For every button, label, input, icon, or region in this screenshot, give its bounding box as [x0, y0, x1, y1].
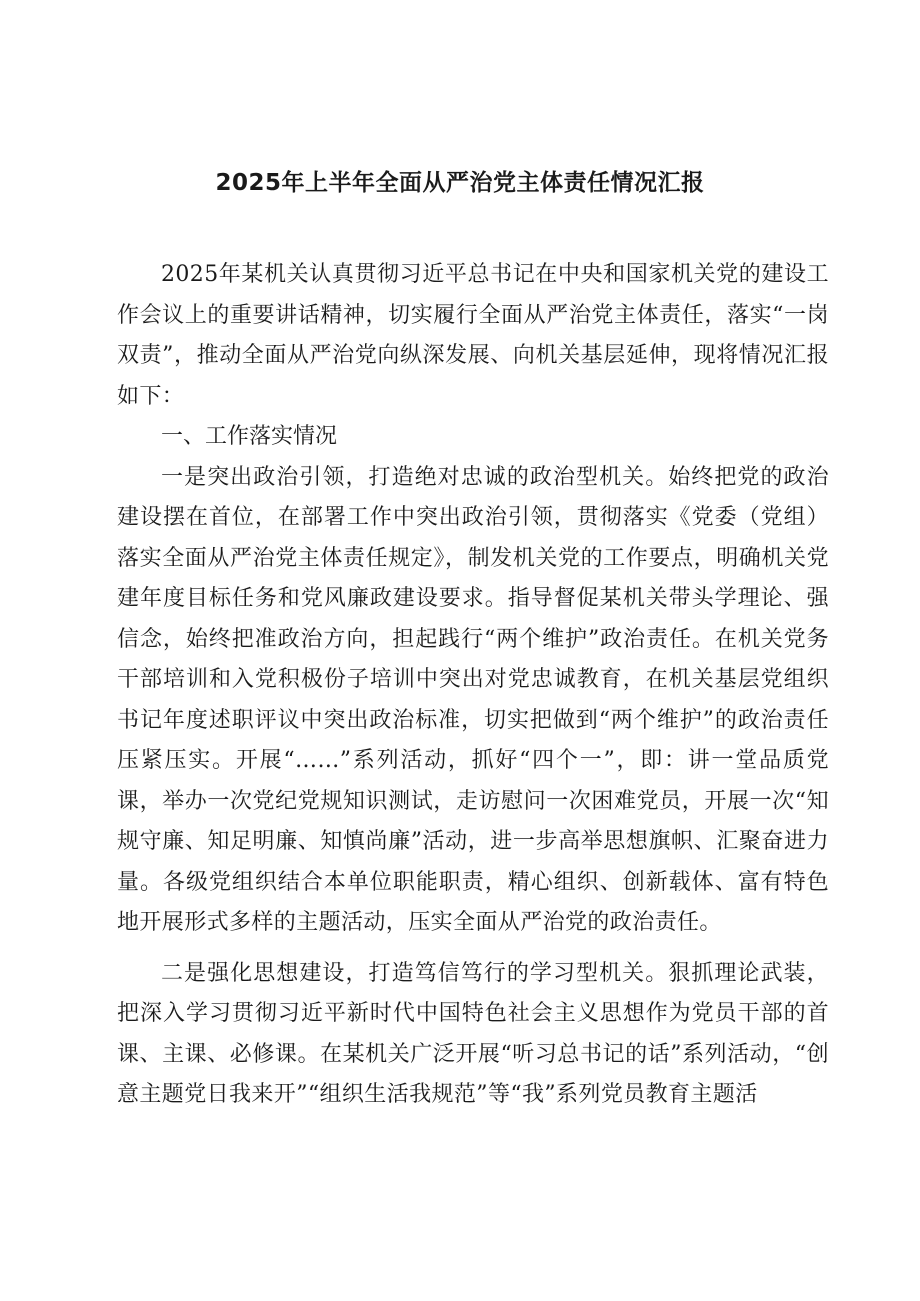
document-title: 2025年上半年全面从严治党主体责任情况汇报 — [215, 170, 705, 196]
section-heading: 一、工作落实情况 — [161, 424, 338, 449]
document-body — [117, 255, 829, 1116]
body-paragraph-1: 一是突出政治引领，打造绝对忠诚的政治型机关。始终把党的政治建设摆在首位，在部署工作中突出政治引领，贯彻落实《党委（党组）落实全面从严治党主体责任规定》，制发机关党的工作要点，明确机关党建年度目标任务和党风廉政建设要求。指导督促某机关带头学理论、强信念，始终把准政治方向，担起践行“两个维护”政治责任。在机关党务干部培训和入党积极份子培训中突出对党忠诚教育，在机关基层党组织书记年度述职评议中突出政治标准，切实把做到“两个维护”的政治责任压紧压实。开展“……”系列活动，抓好“四个一”，即：讲一堂品质党课，举办一次党纪党规知识测试，走访慰问一次困难党员，开展一次“知规守廉、知足明廉、知慎尚廉”活动，进一步高举思想旗帜、汇聚奋进力量。各级党组织结合本单位职能职责，精心组织、创新载体、富有特色地开展形式多样的主题活动，压实全面从严治党的政治责任。 — [117, 464, 829, 935]
intro-paragraph: 2025年某机关认真贯彻习近平总书记在中央和国家机关党的建设工作会议上的重要讲话精神，切实履行全面从严治党主体责任，落实“一岗双责”，推动全面从严治党向纵深发展、向机关基层延伸，现将情况汇报如下： — [117, 262, 829, 409]
body-paragraph-2: 二是强化思想建设，打造笃信笃行的学习型机关。狠抓理论武装，把深入学习贯彻习近平新时代中国特色社会主义思想作为党员干部的首课、主课、必修课。在某机关广泛开展“听习总书记的话”系列活动，“创意主题党日我来开”“组织生活我规范”等“我”系列党员教育主题活 — [117, 960, 829, 1107]
